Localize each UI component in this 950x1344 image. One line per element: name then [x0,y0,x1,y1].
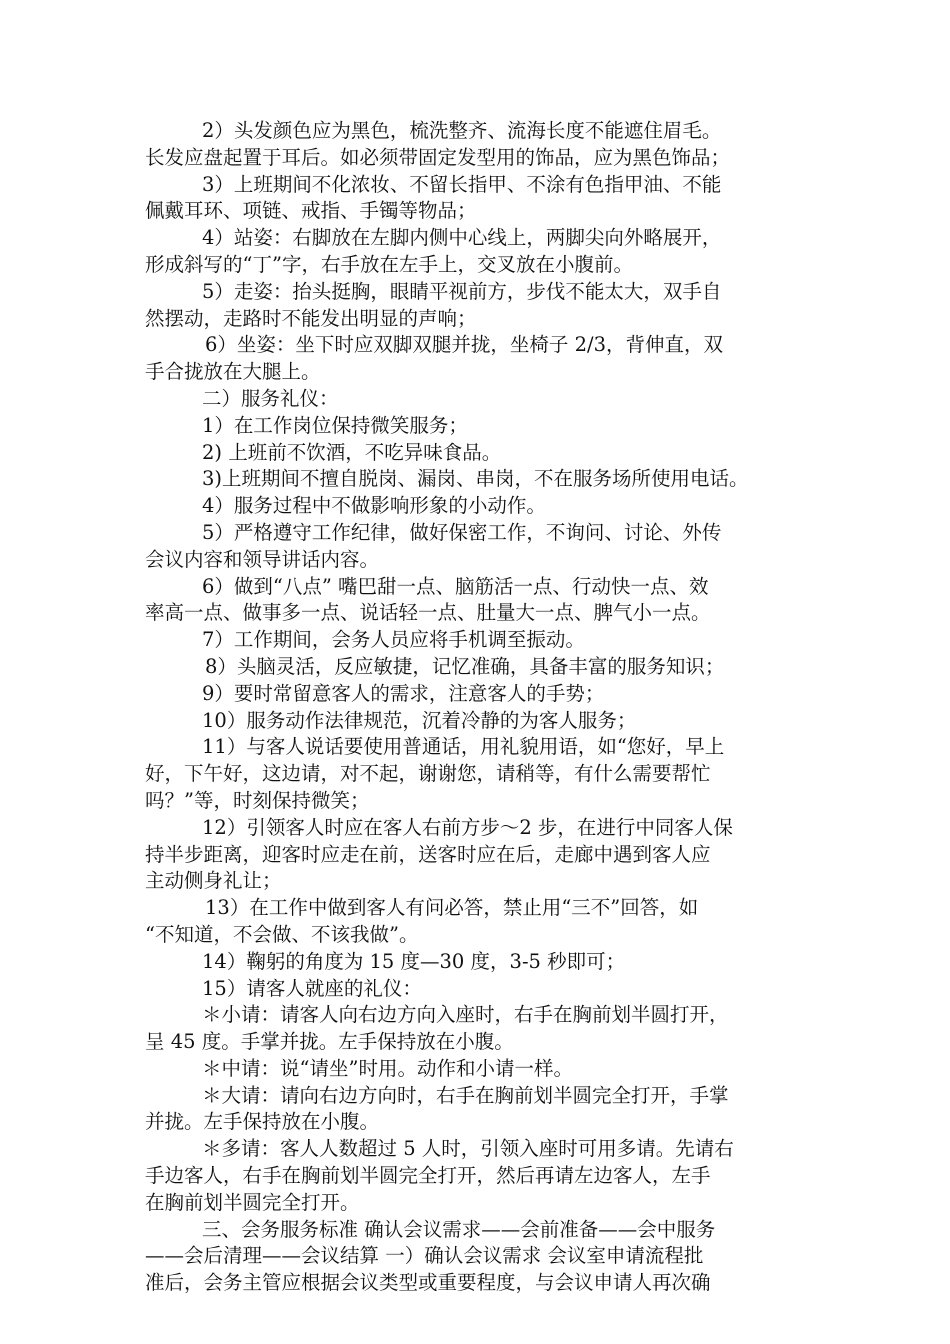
text-line: 吗？”等，时刻保持微笑； [145,788,370,812]
text-line: 1）在工作岗位保持微笑服务； [202,413,468,437]
text-line: 持半步距离，迎客时应走在前，送客时应在后，走廊中遇到客人应 [145,842,711,866]
text-line: “不知道，不会做、不该我做”。 [145,922,419,946]
text-line: 4）站姿：右脚放在左脚内侧中心线上，两脚尖向外略展开， [202,226,722,250]
text-line: 9）要时常留意客人的需求，注意客人的手势； [202,681,605,705]
text-line: 10）服务动作法律规范，沉着冷静的为客人服务； [202,708,637,732]
text-line: ＊中请：说“请坐”时用。动作和小请一样。 [202,1056,573,1080]
text-line: 2）头发颜色应为黑色，梳洗整齐、流海长度不能遮住眉毛。 [202,119,722,142]
text-line: 6）做到“八点” 嘴巴甜一点、脑筋活一点、行动快一点、效 [202,574,709,598]
text-line: 7）工作期间，会务人员应将手机调至振动。 [202,628,585,652]
text-line: 好，下午好，这边请，对不起，谢谢您，请稍等，有什么需要帮忙 [145,762,711,786]
text-line: 二）服务礼仪： [202,386,339,410]
text-line: 手边客人，右手在胸前划半圆完全打开，然后再请左边客人，左手 [145,1164,711,1188]
text-line: 6）坐姿：坐下时应双脚双腿并拢，坐椅子 2/3，背伸直，双 [205,333,723,357]
text-line: 准后，会务主管应根据会议类型或重要程度，与会议申请人再次确 [145,1271,711,1295]
text-line: 14）鞠躬的角度为 15 度—30 度，3-5 秒即可； [202,949,626,973]
text-line: 三、会务服务标准 确认会议需求——会前准备——会中服务 [202,1217,716,1241]
text-line: 会议内容和领导讲话内容。 [145,547,380,571]
text-line: 手合拢放在大腿上。 [145,360,321,384]
text-line: ——会后清理——会议结算 一）确认会议需求 会议室申请流程批 [145,1244,704,1268]
text-line: 呈 45 度。手掌并拢。左手保持放在小腹。 [145,1030,514,1054]
text-line: 长发应盘起置于耳后。如必须带固定发型用的饰品，应为黑色饰品； [145,145,731,169]
text-line: 3)上班期间不擅自脱岗、漏岗、串岗，不在服务场所使用电话。 [202,467,749,491]
text-line: 11）与客人说话要使用普通话，用礼貌用语，如“您好，早上 [202,735,725,759]
text-line: 15）请客人就座的礼仪： [202,976,422,1000]
text-line: 5）严格遵守工作纪律，做好保密工作，不询问、讨论、外传 [202,520,722,544]
text-line: 率高一点、做事多一点、说话轻一点、肚量大一点、脾气小一点。 [145,601,711,625]
text-line: ＊大请：请向右边方向时，右手在胸前划半圆完全打开，手掌 [202,1083,729,1107]
text-line: 13）在工作中做到客人有问必答，禁止用“三不”回答，如 [205,896,699,920]
text-line: 3）上班期间不化浓妆、不留长指甲、不涂有色指甲油、不能 [202,172,722,196]
text-line: 5）走姿：抬头挺胸，眼睛平视前方，步伐不能太大，双手自 [202,279,722,303]
text-line: ＊多请：客人人数超过 5 人时，引领入座时可用多请。先请右 [202,1137,734,1161]
text-line: ＊小请：请客人向右边方向入座时，右手在胸前划半圆打开， [202,1003,729,1027]
text-line: 12）引领客人时应在客人右前方步～2 步，在进行中同客人保 [202,815,733,839]
document-body [145,118,810,1297]
text-line: 在胸前划半圆完全打开。 [145,1190,360,1214]
text-line: 2) 上班前不饮酒，不吃异味食品。 [202,440,502,464]
text-line: 并拢。左手保持放在小腹。 [145,1110,380,1134]
text-line: 主动侧身礼让； [145,869,282,893]
text-line: 形成斜写的“丁”字，右手放在左手上，交叉放在小腹前。 [145,252,633,276]
text-line: 4）服务过程中不做影响形象的小动作。 [202,494,546,518]
text-line: 然摆动，走路时不能发出明显的声响； [145,306,477,330]
text-line: 8）头脑灵活，反应敏捷，记忆准确，具备丰富的服务知识； [205,654,725,678]
text-line: 佩戴耳环、项链、戒指、手镯等物品； [145,199,477,223]
